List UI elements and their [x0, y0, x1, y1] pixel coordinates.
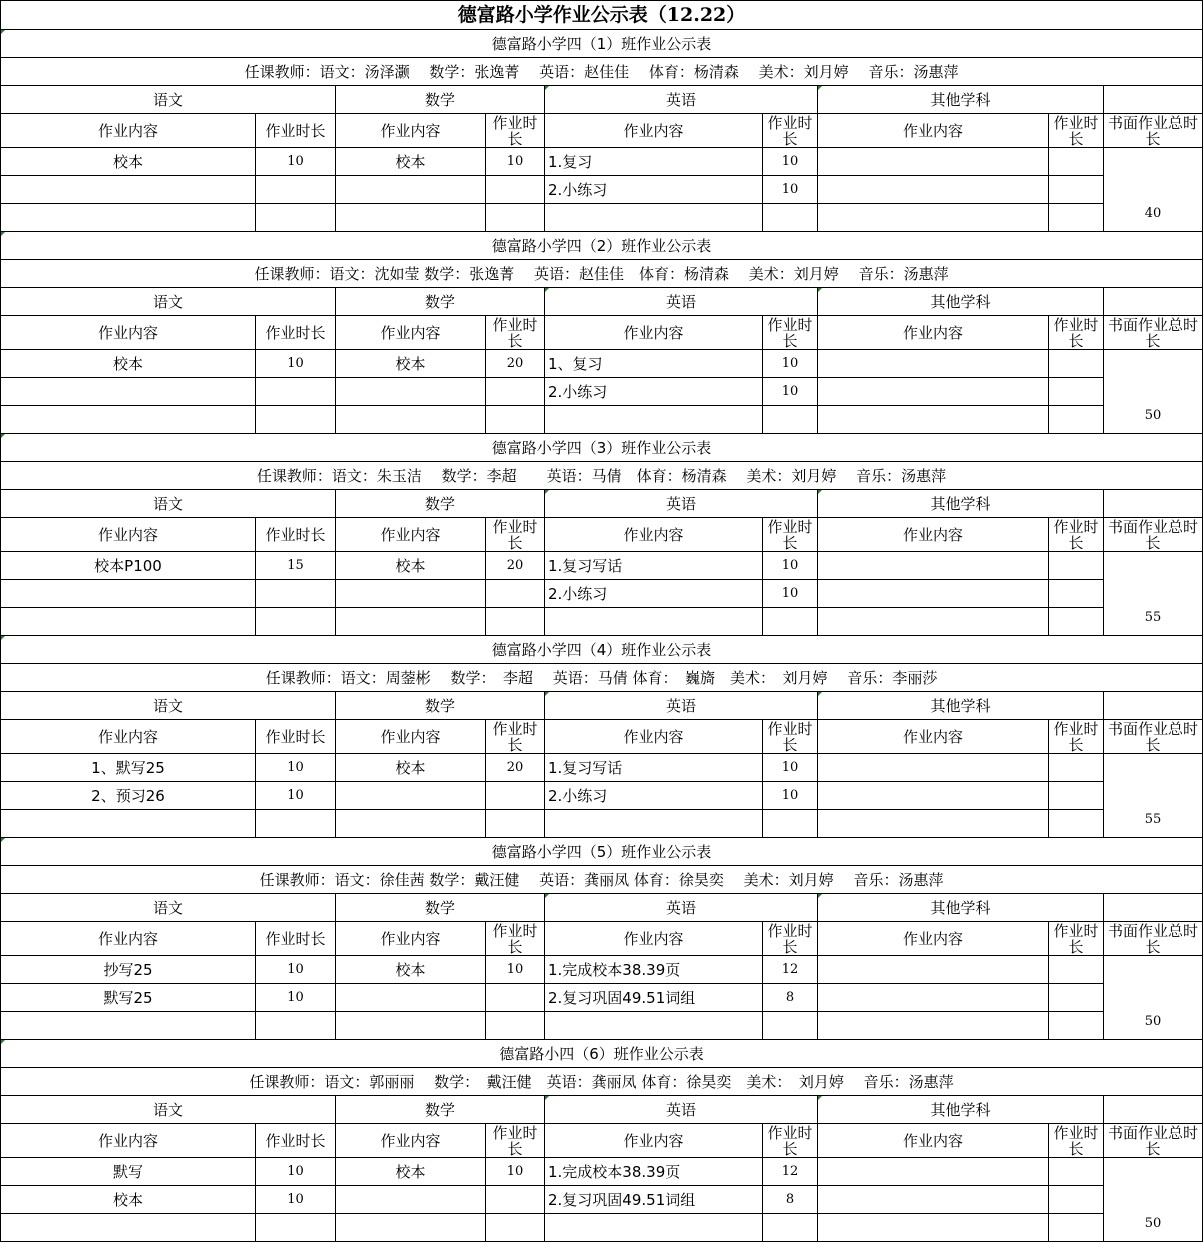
col-header-other-duration[interactable]: 作业时长: [1049, 316, 1104, 350]
subject-header-chinese[interactable]: 语文: [1, 1096, 336, 1124]
col-header-chinese-content[interactable]: 作业内容: [1, 518, 256, 552]
cell-other-duration[interactable]: [1049, 580, 1104, 608]
cell-other-duration[interactable]: [1049, 1158, 1104, 1186]
cell-english-content[interactable]: 1.复习写话: [545, 552, 763, 580]
cell-chinese-duration[interactable]: 10: [256, 1158, 336, 1186]
class-teachers[interactable]: 任课教师：语文：徐佳茜 数学：戴汪健 英语：龚丽凤 体育：徐昊奕 美术：刘月婷 音乐：汤惠萍: [1, 866, 1203, 894]
table-row: [1, 1158, 1203, 1186]
cell-math-duration[interactable]: 10: [486, 956, 545, 984]
cell-chinese-content[interactable]: [1, 1214, 256, 1242]
cell-other-content[interactable]: [818, 608, 1049, 636]
col-header-total[interactable]: 书面作业总时长: [1104, 1124, 1203, 1158]
subject-header-math[interactable]: 数学: [336, 490, 545, 518]
cell-math-content[interactable]: 校本: [336, 1158, 486, 1186]
cell-english-duration[interactable]: 12: [763, 1158, 818, 1186]
table-row: [1, 810, 1203, 838]
cell-math-duration[interactable]: [486, 406, 545, 434]
cell-chinese-duration[interactable]: [256, 204, 336, 232]
col-header-math-duration[interactable]: 作业时长: [486, 720, 545, 754]
cell-other-content[interactable]: [818, 580, 1049, 608]
cell-other-duration[interactable]: [1049, 204, 1104, 232]
cell-math-content[interactable]: 校本: [336, 956, 486, 984]
col-header-chinese-content[interactable]: 作业内容: [1, 922, 256, 956]
col-header-english-duration[interactable]: 作业时长: [763, 720, 818, 754]
col-header-total[interactable]: 书面作业总时长: [1104, 720, 1203, 754]
cell-math-content[interactable]: [336, 1012, 486, 1040]
class-title[interactable]: 德富路小学四（2）班作业公示表: [1, 232, 1203, 260]
subject-header-chinese[interactable]: 语文: [1, 288, 336, 316]
col-header-chinese-duration[interactable]: 作业时长: [256, 518, 336, 552]
col-header-english-duration[interactable]: 作业时长: [763, 1124, 818, 1158]
cell-other-content[interactable]: [818, 204, 1049, 232]
subject-header-other[interactable]: 其他学科: [818, 1096, 1104, 1124]
cell-chinese-duration[interactable]: 10: [256, 148, 336, 176]
col-header-english-content[interactable]: 作业内容: [545, 720, 763, 754]
cell-english-duration[interactable]: [763, 1214, 818, 1242]
cell-math-duration[interactable]: 20: [486, 754, 545, 782]
subject-header-chinese[interactable]: 语文: [1, 692, 336, 720]
cell-math-content[interactable]: 校本: [336, 552, 486, 580]
col-header-english-duration[interactable]: 作业时长: [763, 316, 818, 350]
cell-chinese-content[interactable]: 2、预习26: [1, 782, 256, 810]
cell-other-content[interactable]: [818, 1158, 1049, 1186]
subject-header-blank[interactable]: [1104, 692, 1203, 720]
col-header-english-content[interactable]: 作业内容: [545, 922, 763, 956]
cell-other-content[interactable]: [818, 956, 1049, 984]
col-header-other-duration[interactable]: 作业时长: [1049, 518, 1104, 552]
cell-other-duration[interactable]: [1049, 350, 1104, 378]
subject-header-blank[interactable]: [1104, 490, 1203, 518]
cell-math-content[interactable]: [336, 810, 486, 838]
cell-other-duration[interactable]: [1049, 782, 1104, 810]
cell-chinese-content[interactable]: [1, 810, 256, 838]
cell-chinese-duration[interactable]: 10: [256, 350, 336, 378]
cell-math-duration[interactable]: [486, 378, 545, 406]
col-header-math-duration[interactable]: 作业时长: [486, 1124, 545, 1158]
cell-english-content[interactable]: 1.复习写话: [545, 754, 763, 782]
cell-chinese-content[interactable]: [1, 378, 256, 406]
table-row: [1, 1012, 1203, 1040]
subject-header-blank[interactable]: [1104, 288, 1203, 316]
cell-math-content[interactable]: [336, 580, 486, 608]
class-teachers[interactable]: 任课教师：语文：郭丽丽 数学： 戴汪健 英语：龚丽凤 体育：徐昊奕 美术： 刘月婷 音乐：汤惠萍: [1, 1068, 1203, 1096]
cell-english-duration[interactable]: [763, 1012, 818, 1040]
cell-other-duration[interactable]: [1049, 1186, 1104, 1214]
cell-chinese-content[interactable]: 默写25: [1, 984, 256, 1012]
table-row: [1, 984, 1203, 1012]
cell-english-content[interactable]: 1.复习: [545, 148, 763, 176]
cell-english-duration[interactable]: 10: [763, 350, 818, 378]
cell-other-content[interactable]: [818, 1214, 1049, 1242]
cell-math-content[interactable]: [336, 176, 486, 204]
cell-math-content[interactable]: 校本: [336, 350, 486, 378]
cell-other-duration[interactable]: [1049, 984, 1104, 1012]
col-header-other-content[interactable]: 作业内容: [818, 316, 1049, 350]
cell-math-duration[interactable]: [486, 782, 545, 810]
cell-math-content[interactable]: [336, 608, 486, 636]
subject-header-english[interactable]: 英语: [545, 86, 818, 114]
col-header-other-content[interactable]: 作业内容: [818, 114, 1049, 148]
cell-chinese-content[interactable]: [1, 406, 256, 434]
subject-header-english[interactable]: 英语: [545, 490, 818, 518]
cell-chinese-duration[interactable]: 15: [256, 552, 336, 580]
cell-english-duration[interactable]: 10: [763, 176, 818, 204]
cell-math-duration[interactable]: [486, 984, 545, 1012]
subject-header-blank[interactable]: [1104, 894, 1203, 922]
cell-chinese-duration[interactable]: [256, 810, 336, 838]
cell-other-content[interactable]: [818, 1012, 1049, 1040]
table-row: [1, 552, 1203, 580]
cell-english-content[interactable]: [545, 1012, 763, 1040]
cell-math-duration[interactable]: [486, 1012, 545, 1040]
subject-header-english[interactable]: 英语: [545, 1096, 818, 1124]
cell-chinese-content[interactable]: [1, 176, 256, 204]
subject-header-blank[interactable]: [1104, 86, 1203, 114]
cell-math-content[interactable]: [336, 782, 486, 810]
subject-header-chinese[interactable]: 语文: [1, 86, 336, 114]
cell-math-duration[interactable]: [486, 810, 545, 838]
col-header-english-content[interactable]: 作业内容: [545, 1124, 763, 1158]
cell-math-content[interactable]: [336, 378, 486, 406]
cell-chinese-duration[interactable]: 10: [256, 984, 336, 1012]
col-header-english-duration[interactable]: 作业时长: [763, 922, 818, 956]
cell-math-duration[interactable]: [486, 1186, 545, 1214]
table-row: [1, 378, 1203, 406]
col-header-chinese-content[interactable]: 作业内容: [1, 316, 256, 350]
col-header-chinese-duration[interactable]: 作业时长: [256, 720, 336, 754]
cell-other-content[interactable]: [818, 552, 1049, 580]
cell-chinese-content[interactable]: 抄写25: [1, 956, 256, 984]
cell-chinese-duration[interactable]: [256, 378, 336, 406]
cell-english-content[interactable]: 1.完成校本38.39页: [545, 1158, 763, 1186]
table-row: [1, 608, 1203, 636]
cell-english-duration[interactable]: [763, 810, 818, 838]
subject-header-other[interactable]: 其他学科: [818, 288, 1104, 316]
class-teachers[interactable]: 任课教师：语文：汤泽灏 数学：张逸菁 英语：赵佳佳 体育：杨清森 美术：刘月婷 音乐：汤惠萍: [1, 58, 1203, 86]
col-header-other-duration[interactable]: 作业时长: [1049, 1124, 1104, 1158]
cell-math-content[interactable]: 校本: [336, 148, 486, 176]
cell-math-content[interactable]: [336, 406, 486, 434]
cell-chinese-content[interactable]: 1、默写25: [1, 754, 256, 782]
col-header-chinese-content[interactable]: 作业内容: [1, 1124, 256, 1158]
cell-other-duration[interactable]: [1049, 810, 1104, 838]
table-row: [1, 406, 1203, 434]
col-header-english-duration[interactable]: 作业时长: [763, 518, 818, 552]
cell-math-duration[interactable]: 20: [486, 350, 545, 378]
col-header-chinese-duration[interactable]: 作业时长: [256, 922, 336, 956]
cell-other-duration[interactable]: [1049, 148, 1104, 176]
col-header-other-content[interactable]: 作业内容: [818, 720, 1049, 754]
cell-chinese-content[interactable]: [1, 580, 256, 608]
col-header-english-content[interactable]: 作业内容: [545, 114, 763, 148]
cell-english-content[interactable]: [545, 1214, 763, 1242]
cell-chinese-content[interactable]: [1, 608, 256, 636]
cell-chinese-duration[interactable]: [256, 580, 336, 608]
cell-english-duration[interactable]: [763, 406, 818, 434]
cell-chinese-duration[interactable]: 10: [256, 956, 336, 984]
cell-english-content[interactable]: [545, 608, 763, 636]
cell-math-duration[interactable]: 10: [486, 1158, 545, 1186]
cell-other-duration[interactable]: [1049, 378, 1104, 406]
class-teachers[interactable]: 任课教师：语文：沈如莹 数学：张逸菁 英语：赵佳佳 体育：杨清森 美术：刘月婷 音乐：汤惠萍: [1, 260, 1203, 288]
cell-other-content[interactable]: [818, 350, 1049, 378]
cell-english-content[interactable]: 2.小练习: [545, 378, 763, 406]
cell-other-content[interactable]: [818, 984, 1049, 1012]
cell-total-duration[interactable]: 50: [1104, 956, 1203, 1040]
cell-chinese-duration[interactable]: 10: [256, 782, 336, 810]
table-row: [1, 754, 1203, 782]
cell-other-content[interactable]: [818, 782, 1049, 810]
cell-math-content[interactable]: [336, 1214, 486, 1242]
col-header-total[interactable]: 书面作业总时长: [1104, 922, 1203, 956]
col-header-total[interactable]: 书面作业总时长: [1104, 114, 1203, 148]
col-header-english-duration[interactable]: 作业时长: [763, 114, 818, 148]
col-header-math-content[interactable]: 作业内容: [336, 922, 486, 956]
cell-other-duration[interactable]: [1049, 1214, 1104, 1242]
cell-chinese-content[interactable]: 默写: [1, 1158, 256, 1186]
cell-english-content[interactable]: 2.复习巩固49.51词组: [545, 984, 763, 1012]
col-header-chinese-duration[interactable]: 作业时长: [256, 316, 336, 350]
cell-english-duration[interactable]: 8: [763, 984, 818, 1012]
cell-other-content[interactable]: [818, 148, 1049, 176]
table-row: [1, 204, 1203, 232]
cell-english-duration[interactable]: 10: [763, 552, 818, 580]
cell-english-content[interactable]: 2.小练习: [545, 176, 763, 204]
cell-english-content[interactable]: 2.复习巩固49.51词组: [545, 1186, 763, 1214]
cell-other-duration[interactable]: [1049, 608, 1104, 636]
subject-header-other[interactable]: 其他学科: [818, 490, 1104, 518]
col-header-chinese-content[interactable]: 作业内容: [1, 720, 256, 754]
subject-header-english[interactable]: 英语: [545, 288, 818, 316]
cell-math-content[interactable]: [336, 984, 486, 1012]
table-row: [1, 782, 1203, 810]
cell-english-content[interactable]: [545, 204, 763, 232]
cell-chinese-duration[interactable]: [256, 1214, 336, 1242]
table-row: [1, 580, 1203, 608]
cell-english-content[interactable]: 1.完成校本38.39页: [545, 956, 763, 984]
cell-other-content[interactable]: [818, 406, 1049, 434]
col-header-other-duration[interactable]: 作业时长: [1049, 922, 1104, 956]
col-header-total[interactable]: 书面作业总时长: [1104, 316, 1203, 350]
col-header-other-duration[interactable]: 作业时长: [1049, 114, 1104, 148]
col-header-english-content[interactable]: 作业内容: [545, 518, 763, 552]
col-header-math-content[interactable]: 作业内容: [336, 518, 486, 552]
table-row: [1, 148, 1203, 176]
cell-other-content[interactable]: [818, 1186, 1049, 1214]
cell-total-duration[interactable]: 40: [1104, 148, 1203, 232]
col-header-other-content[interactable]: 作业内容: [818, 922, 1049, 956]
col-header-math-duration[interactable]: 作业时长: [486, 316, 545, 350]
class-title[interactable]: 德富路小学四（1）班作业公示表: [1, 30, 1203, 58]
class-teachers[interactable]: 任课教师：语文：朱玉洁 数学：李超 英语：马倩 体育：杨清森 美术：刘月婷 音乐：汤惠萍: [1, 462, 1203, 490]
cell-chinese-duration[interactable]: 10: [256, 1186, 336, 1214]
cell-other-content[interactable]: [818, 176, 1049, 204]
cell-english-content[interactable]: 2.小练习: [545, 580, 763, 608]
table-row: [1, 956, 1203, 984]
col-header-chinese-duration[interactable]: 作业时长: [256, 1124, 336, 1158]
cell-other-duration[interactable]: [1049, 552, 1104, 580]
subject-header-math[interactable]: 数学: [336, 692, 545, 720]
cell-chinese-duration[interactable]: [256, 608, 336, 636]
cell-chinese-duration[interactable]: [256, 1012, 336, 1040]
cell-chinese-content[interactable]: [1, 1012, 256, 1040]
col-header-math-content[interactable]: 作业内容: [336, 1124, 486, 1158]
cell-other-duration[interactable]: [1049, 956, 1104, 984]
cell-chinese-content[interactable]: 校本: [1, 1186, 256, 1214]
cell-english-content[interactable]: [545, 406, 763, 434]
sheet-title[interactable]: 德富路小学作业公示表（12.22）: [1, 1, 1203, 30]
cell-math-content[interactable]: [336, 204, 486, 232]
cell-other-duration[interactable]: [1049, 1012, 1104, 1040]
class-teachers[interactable]: 任课教师：语文：周蓥彬 数学： 李超 英语：马倩 体育： 巍旖 美术： 刘月婷 音乐：李丽莎: [1, 664, 1203, 692]
cell-math-duration[interactable]: [486, 204, 545, 232]
cell-math-duration[interactable]: [486, 608, 545, 636]
subject-header-other[interactable]: 其他学科: [818, 692, 1104, 720]
subject-header-other[interactable]: 其他学科: [818, 86, 1104, 114]
col-header-other-content[interactable]: 作业内容: [818, 518, 1049, 552]
table-row: [1, 1186, 1203, 1214]
subject-header-chinese[interactable]: 语文: [1, 490, 336, 518]
cell-total-duration[interactable]: 50: [1104, 350, 1203, 434]
cell-math-duration[interactable]: [486, 1214, 545, 1242]
col-header-math-content[interactable]: 作业内容: [336, 316, 486, 350]
cell-english-duration[interactable]: [763, 204, 818, 232]
table-row: [1, 350, 1203, 378]
cell-other-duration[interactable]: [1049, 406, 1104, 434]
col-header-math-duration[interactable]: 作业时长: [486, 518, 545, 552]
cell-math-duration[interactable]: [486, 580, 545, 608]
subject-header-english[interactable]: 英语: [545, 894, 818, 922]
cell-english-duration[interactable]: 10: [763, 148, 818, 176]
col-header-math-duration[interactable]: 作业时长: [486, 922, 545, 956]
cell-other-duration[interactable]: [1049, 176, 1104, 204]
subject-header-math[interactable]: 数学: [336, 1096, 545, 1124]
cell-english-duration[interactable]: 10: [763, 580, 818, 608]
cell-english-duration[interactable]: 8: [763, 1186, 818, 1214]
subject-header-math[interactable]: 数学: [336, 86, 545, 114]
col-header-math-content[interactable]: 作业内容: [336, 720, 486, 754]
cell-english-duration[interactable]: 10: [763, 378, 818, 406]
col-header-english-content[interactable]: 作业内容: [545, 316, 763, 350]
cell-chinese-content[interactable]: 校本P100: [1, 552, 256, 580]
cell-english-duration[interactable]: [763, 608, 818, 636]
cell-total-duration[interactable]: 55: [1104, 552, 1203, 636]
cell-other-duration[interactable]: [1049, 754, 1104, 782]
cell-chinese-content[interactable]: [1, 204, 256, 232]
col-header-other-duration[interactable]: 作业时长: [1049, 720, 1104, 754]
cell-math-duration[interactable]: 20: [486, 552, 545, 580]
cell-math-content[interactable]: 校本: [336, 754, 486, 782]
subject-header-blank[interactable]: [1104, 1096, 1203, 1124]
cell-other-content[interactable]: [818, 754, 1049, 782]
cell-english-duration[interactable]: 12: [763, 956, 818, 984]
cell-chinese-duration[interactable]: 10: [256, 754, 336, 782]
subject-header-other[interactable]: 其他学科: [818, 894, 1104, 922]
cell-chinese-duration[interactable]: [256, 176, 336, 204]
cell-math-duration[interactable]: [486, 176, 545, 204]
col-header-chinese-duration[interactable]: 作业时长: [256, 114, 336, 148]
cell-math-content[interactable]: [336, 1186, 486, 1214]
subject-header-chinese[interactable]: 语文: [1, 894, 336, 922]
col-header-math-content[interactable]: 作业内容: [336, 114, 486, 148]
subject-header-math[interactable]: 数学: [336, 288, 545, 316]
table-row: [1, 1214, 1203, 1242]
cell-chinese-content[interactable]: 校本: [1, 148, 256, 176]
cell-math-duration[interactable]: 10: [486, 148, 545, 176]
col-header-total[interactable]: 书面作业总时长: [1104, 518, 1203, 552]
cell-chinese-content[interactable]: 校本: [1, 350, 256, 378]
cell-english-content[interactable]: 2.小练习: [545, 782, 763, 810]
class-title[interactable]: 德富路小学四（5）班作业公示表: [1, 838, 1203, 866]
class-title[interactable]: 德富路小学四（3）班作业公示表: [1, 434, 1203, 462]
table-row: [1, 176, 1203, 204]
cell-total-duration[interactable]: 55: [1104, 754, 1203, 838]
cell-other-content[interactable]: [818, 810, 1049, 838]
class-title[interactable]: 德富路小四（6）班作业公示表: [1, 1040, 1203, 1068]
cell-total-duration[interactable]: 50: [1104, 1158, 1203, 1242]
subject-header-math[interactable]: 数学: [336, 894, 545, 922]
subject-header-english[interactable]: 英语: [545, 692, 818, 720]
cell-english-content[interactable]: [545, 810, 763, 838]
col-header-chinese-content[interactable]: 作业内容: [1, 114, 256, 148]
col-header-math-duration[interactable]: 作业时长: [486, 114, 545, 148]
cell-english-content[interactable]: 1、复习: [545, 350, 763, 378]
cell-english-duration[interactable]: 10: [763, 782, 818, 810]
col-header-other-content[interactable]: 作业内容: [818, 1124, 1049, 1158]
cell-other-content[interactable]: [818, 378, 1049, 406]
class-title[interactable]: 德富路小学四（4）班作业公示表: [1, 636, 1203, 664]
cell-english-duration[interactable]: 10: [763, 754, 818, 782]
cell-chinese-duration[interactable]: [256, 406, 336, 434]
